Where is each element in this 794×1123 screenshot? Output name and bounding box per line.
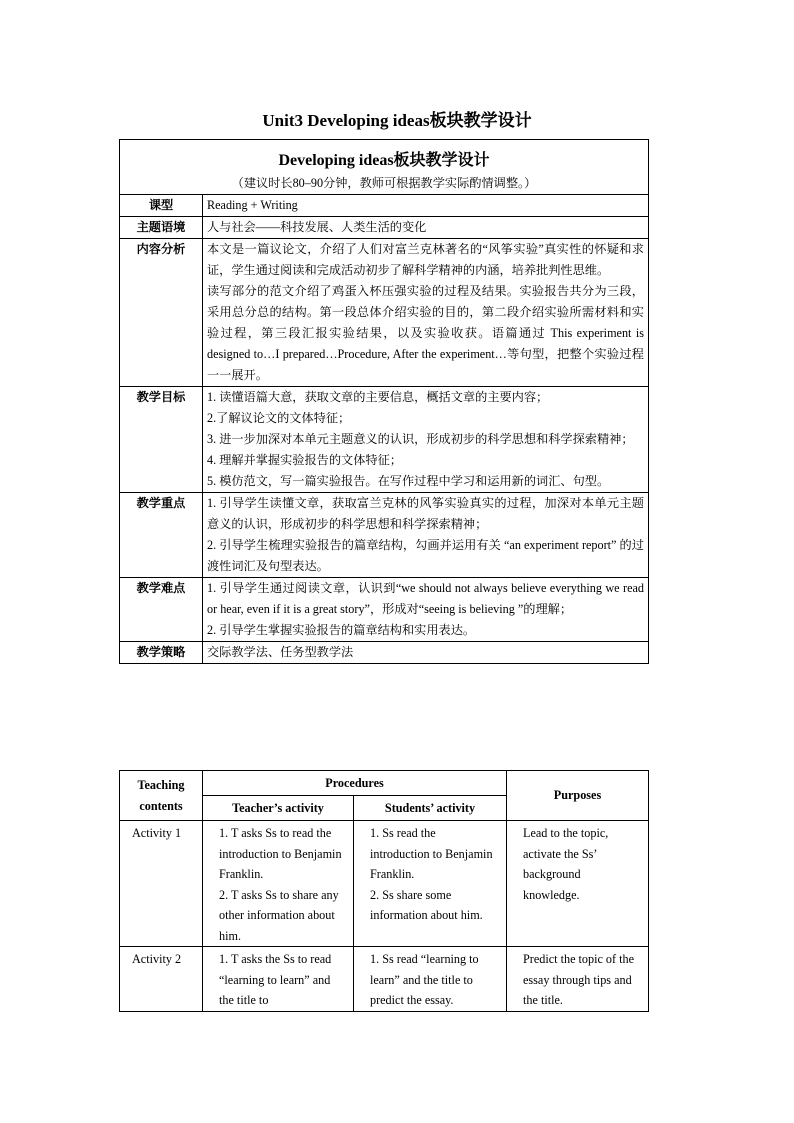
table-row xyxy=(120,493,649,578)
table-heading: Developing ideas板块教学设计 xyxy=(278,152,490,169)
row-text: 5. 模仿范文，写一篇实验报告。在写作过程中学习和运用新的词汇、句型。 xyxy=(207,474,610,488)
teacher-activity-text: 2. T asks Ss to share any other information about him. xyxy=(219,887,339,943)
teacher-activity-text: 1. T asks Ss to read the introduction to Benjamin Franklin. xyxy=(219,826,342,881)
teacher-activity-text: 1. T asks the Ss to read “learning to learn” and the title to xyxy=(219,952,332,1007)
procedures-table xyxy=(119,770,649,1012)
row-text: 本文是一篇议论文，介绍了人们对富兰克林著名的“风筝实验”真实性的怀疑和求证，学生通过阅读和完成活动初步了解科学精神的内涵，培养批判性思维。 xyxy=(207,242,644,277)
header-students-activity: Students’ activity xyxy=(354,796,507,821)
students-activity-text: 2. Ss share some information about him. xyxy=(370,887,483,922)
table-subheading: （建议时长80–90分钟，教师可根据教学实际酌情调整。） xyxy=(231,176,537,190)
row-text: 读写部分的范文介绍了鸡蛋入杯压强实验的过程及结果。实验报告共分为三段，采用总分总的结构。第一段总体介绍实验的目的，第二段介绍实验所需材料和实验过程，第三段汇报实验结果，以及实验收获。语篇通过 This experiment is designed to…I prepared…Procedure, After the experiment…等句型，把整个实验过程一一展开。 xyxy=(207,284,644,382)
row-label-key-points: 教学重点 xyxy=(120,493,203,578)
row-label-lesson-type: 课型 xyxy=(120,195,203,217)
row-text: 1. 读懂语篇大意，获取文章的主要信息，概括文章的主要内容； xyxy=(207,390,549,404)
header-procedures: Procedures xyxy=(203,771,507,796)
row-text: 1. 引导学生读懂文章，获取富兰克林的风筝实验真实的过程，加深对本单元主题意义的认识，形成初步的科学思想和科学探索精神； xyxy=(207,496,644,531)
header-row xyxy=(120,771,649,796)
row-text: 1. 引导学生通过阅读文章，认识到“we should not always believe everything we read or hear, even if it is a great story”，形成对“seeing is believing ”的理解； xyxy=(207,581,644,616)
table-heading-row xyxy=(120,140,649,195)
activity-name: Activity 1 xyxy=(120,821,203,947)
table-row xyxy=(120,387,649,493)
table-row xyxy=(120,239,649,387)
activity-name: Activity 2 xyxy=(120,947,203,1012)
row-label-content-analysis: 内容分析 xyxy=(120,239,203,387)
header-teaching-contents: Teaching contents xyxy=(120,771,203,821)
lesson-plan-table xyxy=(119,139,649,664)
table-row xyxy=(120,947,649,1012)
row-text: 交际教学法、任务型教学法 xyxy=(207,645,354,659)
row-label-teaching-strategies: 教学策略 xyxy=(120,642,203,664)
table-row xyxy=(120,578,649,642)
row-text: 3. 进一步加深对本单元主题意义的认识，形成初步的科学思想和科学探索精神； xyxy=(207,432,634,446)
row-text: 2. 引导学生梳理实验报告的篇章结构，勾画并运用有关 “an experiment report” 的过渡性词汇及句型表达。 xyxy=(207,538,644,573)
row-label-difficult-points: 教学难点 xyxy=(120,578,203,642)
row-text: Reading + Writing xyxy=(207,198,298,212)
row-text: 2. 引导学生掌握实验报告的篇章结构和实用表达。 xyxy=(207,623,476,637)
table-row xyxy=(120,821,649,947)
purpose-text: Lead to the topic, activate the Ss’ background knowledge. xyxy=(523,826,609,902)
header-teacher-activity: Teacher’s activity xyxy=(203,796,354,821)
row-label-teaching-objectives: 教学目标 xyxy=(120,387,203,493)
table-row xyxy=(120,217,649,239)
header-purposes: Purposes xyxy=(507,771,649,821)
students-activity-text: 1. Ss read “learning to learn” and the title to predict the essay. xyxy=(370,952,479,1007)
students-activity-text: 1. Ss read the introduction to Benjamin Franklin. xyxy=(370,826,493,881)
table-row xyxy=(120,195,649,217)
document-title: Unit3 Developing ideas板块教学设计 xyxy=(262,111,532,130)
row-text: 4. 理解并掌握实验报告的文体特征； xyxy=(207,453,402,467)
row-text: 2.了解议论文的文体特征； xyxy=(207,411,351,425)
row-label-theme-context: 主题语境 xyxy=(120,217,203,239)
table-row xyxy=(120,642,649,664)
row-text: 人与社会——科技发展、人类生活的变化 xyxy=(207,220,427,234)
purpose-text: Predict the topic of the essay through tips and the title. xyxy=(523,952,635,1007)
